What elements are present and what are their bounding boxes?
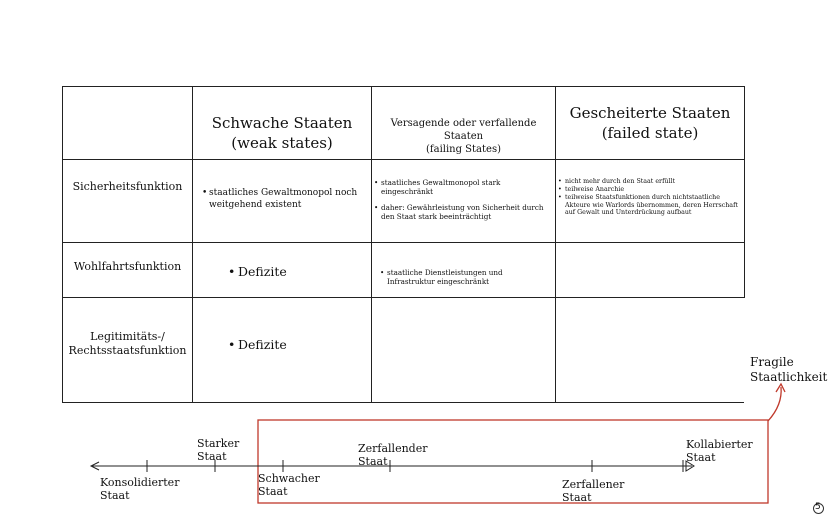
list-item: • teilweise Staatsfunktionen durch nichtstaatliche Akteure wie Warlords übernommen, deren Herrschaft auf Gewalt und Unterdrückung aufbaut bbox=[558, 194, 743, 218]
list-item: • Defizite bbox=[228, 337, 368, 353]
fragile-statehood-label: Fragile Staatlichkeit bbox=[750, 355, 828, 384]
list-item: • daher: Gewährleistung von Sicherheit durch den Staat stark beeinträchtigt bbox=[374, 203, 554, 221]
list-item: • staatliches Gewaltmonopol noch weitgehend existent bbox=[202, 188, 368, 211]
row-label-legitimacy: Legitimitäts-/ Rechtsstaatsfunktion bbox=[68, 330, 187, 357]
header-failed-title: Gescheiterte Staaten bbox=[569, 104, 731, 122]
list-item: • staatliche Dienstleistungen und Infrastruktur eingeschränkt bbox=[380, 268, 552, 286]
scale-label-failed: Zerfallener Staat bbox=[562, 478, 625, 505]
scale-label-weak: Schwacher Staat bbox=[258, 472, 320, 499]
header-weak-subtitle: (weak states) bbox=[231, 133, 333, 152]
list-item: • nicht mehr durch den Staat erfüllt bbox=[558, 178, 743, 186]
header-failed-subtitle: (failed state) bbox=[601, 123, 699, 142]
scale-label-failing: Zerfallender Staat bbox=[358, 442, 428, 469]
header-failing-subtitle: (failing States) bbox=[426, 144, 501, 155]
list-item: • teilweise Anarchie bbox=[558, 186, 743, 194]
header-failing-title: Versagende oder verfallende Staaten bbox=[390, 118, 537, 142]
row-label-welfare: Wohlfahrtsfunktion bbox=[73, 260, 182, 273]
header-weak-title: Schwache Staaten bbox=[211, 114, 353, 132]
scale-label-collapsed: Kollabierter Staat bbox=[686, 438, 753, 465]
scale-label-consolidated: Konsolidierter Staat bbox=[100, 476, 180, 503]
list-item: • staatliches Gewaltmonopol stark eingeschränkt bbox=[374, 178, 554, 196]
scale-label-strong: Starker Staat bbox=[197, 437, 240, 464]
row-label-security: Sicherheitsfunktion bbox=[72, 180, 183, 193]
fragile-arrow bbox=[768, 387, 781, 421]
page-number: 5 bbox=[815, 502, 821, 512]
list-item: • Defizite bbox=[228, 264, 368, 280]
